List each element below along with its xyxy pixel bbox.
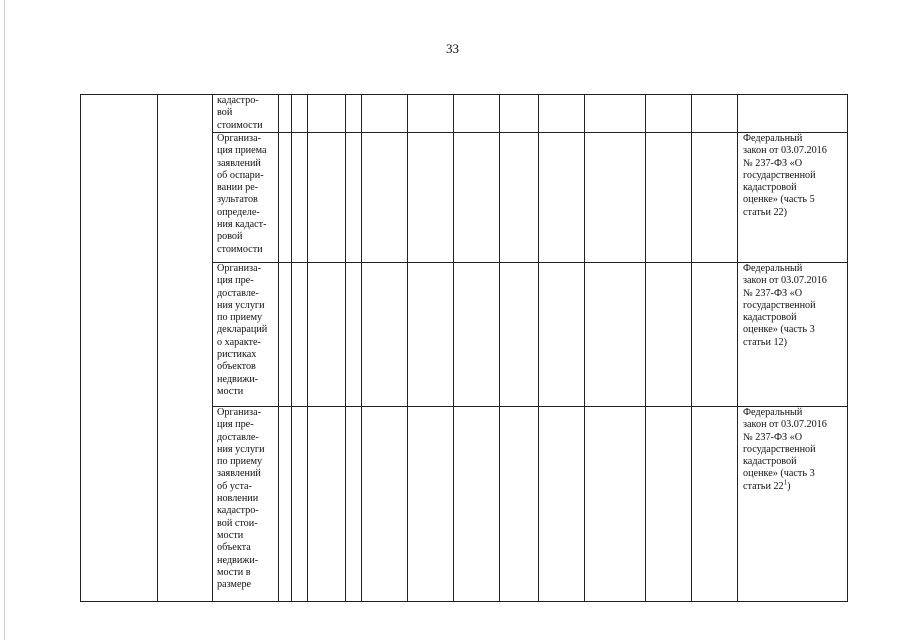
activity-cell: Организа- ция пре- доставле- ния услуги по приему заявлений об уста- новлении кадастро- вой стои- мости объекта недвижи- мости в размере	[213, 407, 279, 602]
law-reference-cell	[738, 95, 848, 133]
empty-number-cell	[81, 95, 158, 602]
law-reference-cell: Федеральный закон от 03.07.2016 № 237-ФЗ «О государственной кадастровой оценке» (часть 3 статьи 12)	[738, 263, 848, 407]
activity-cell: кадастро- вой стоимости	[213, 95, 279, 133]
page-number: 33	[446, 41, 459, 56]
law-reference-cell: Федеральный закон от 03.07.2016 № 237-ФЗ «О государственной кадастровой оценке» (часть 5 статьи 22)	[738, 133, 848, 263]
empty-group-cell	[158, 95, 213, 602]
scan-edge-line	[4, 0, 5, 640]
activity-cell: Организа- ция приема заявлений об оспари- вании ре- зультатов определе- ния кадаст- ровой стоимости	[213, 133, 279, 263]
law-reference-cell	[738, 407, 848, 602]
requirements-table-wrap	[80, 94, 848, 602]
law-reference-text: Федеральный закон от 03.07.2016 № 237-ФЗ «О государственной кадастровой оценке» (часть 3 статьи 22	[743, 407, 827, 492]
law-article-superscript: 1	[783, 478, 788, 487]
requirements-table	[80, 94, 848, 602]
activity-cell: Организа- ция пре- доставле- ния услуги по приему деклараций о характе- ристиках объектов недвижи- мости	[213, 263, 279, 407]
table-row	[81, 95, 848, 133]
law-reference-tail: )	[787, 480, 791, 492]
